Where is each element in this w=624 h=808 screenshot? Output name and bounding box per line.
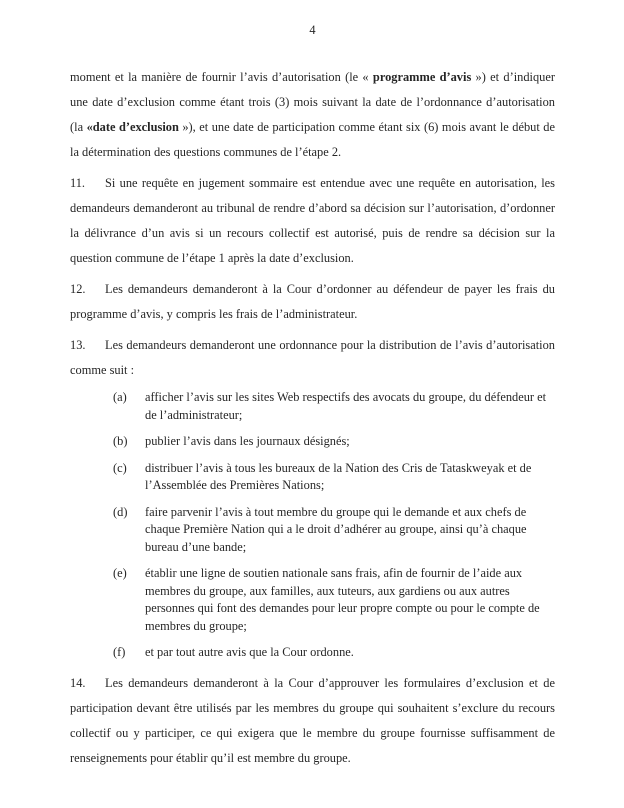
final-paragraph — [70, 671, 555, 771]
subclause-text: et par tout autre avis que la Cour ordonne. — [145, 645, 354, 659]
text-run: ») et d’indiquer une date d’exclusion comme étant trois (3) mois suivant la date de l’ordonnance d’autorisation (la — [70, 70, 556, 134]
subclause-letter: (d) — [113, 504, 128, 519]
subclause-text: faire parvenir l’avis à tout membre du groupe qui le demande et aux chefs de chaque Première Nation qui a le droit d’adhérer au groupe, ainsi qu’à chaque bureau d’une bande; — [145, 504, 527, 554]
final-paragraph-section — [70, 671, 555, 771]
subclause-letter: (c) — [113, 460, 127, 475]
subclause-list — [113, 389, 555, 662]
numbered-paragraph — [70, 333, 555, 383]
numbered-paragraph — [70, 171, 555, 271]
bold-defined-term: programme d’avis — [372, 70, 472, 84]
subclause-item — [113, 460, 555, 495]
subclause-text: distribuer l’avis à tous les bureaux de la Nation des Cris de Tataskweyak et de l’Assemblée des Premières Nations; — [145, 460, 532, 492]
bold-defined-term: «date d’exclusion — [86, 120, 179, 134]
subclause-item — [113, 504, 555, 557]
paragraph-text: Les demandeurs demanderont à la Cour d’approuver les formulaires d’exclusion et de participation devant être utilisés par les membres du groupe qui souhaitent s’exclure du recours collectif ou y participer, ce qui exigera que le membre du groupe fournisse suffisamment de renseignements pour établir qu’il est membre du groupe. — [70, 675, 555, 765]
subclause-item — [113, 565, 555, 635]
intro-paragraph — [70, 65, 555, 165]
subclause-letter: (b) — [113, 434, 128, 448]
text-run: moment et la manière de fournir l’avis d’autorisation (le « — [70, 70, 373, 84]
text-run: »), et une date de participation comme étant six (6) mois avant le début de la détermination des questions communes de l’étape 2. — [70, 120, 555, 159]
paragraph-text: Les demandeurs demanderont à la Cour d’ordonner au défendeur de payer les frais du programme d’avis, y compris les frais de l’administrateur. — [70, 282, 555, 321]
subclause-item — [113, 644, 555, 662]
paragraph-number: 13. — [70, 338, 86, 352]
subclause-text: publier l’avis dans les journaux désignés; — [145, 434, 350, 448]
subclause-letter: (f) — [113, 645, 126, 659]
subclause-text: établir une ligne de soutien nationale sans frais, afin de fournir de l’aide aux membres du groupe, aux familles, aux tuteurs, aux gardiens ou aux autres personnes qui font des demandes pour leur propre compte ou pour le compte de membres du groupe; — [145, 566, 540, 633]
paragraph-text: Les demandeurs demanderont une ordonnance pour la distribution de l’avis d’autorisation comme suit : — [70, 338, 555, 377]
paragraph-number: 14. — [70, 675, 86, 690]
page-number: 4 — [309, 23, 316, 37]
numbered-paragraph — [70, 277, 555, 327]
paragraph-text: Si une requête en jugement sommaire est entendue avec une requête en autorisation, les demandeurs demanderont au tribunal de rendre d’abord sa décision sur l’autorisation, d’ordonner la délivrance d’un avis si un recours collectif est autorisé, puis de rendre sa décision sur la question commune de l’étape 1 après la date d’exclusion. — [70, 176, 555, 265]
numbered-paragraphs-section — [70, 171, 555, 383]
subclause-letter: (e) — [113, 566, 127, 580]
paragraph-number: 11. — [70, 176, 86, 190]
subclause-text: afficher l’avis sur les sites Web respectifs des avocats du groupe, du défendeur et de l’administrateur; — [145, 390, 547, 422]
paragraph-number: 12. — [70, 282, 86, 296]
subclause-item — [113, 433, 555, 451]
subclause-letter: (a) — [113, 390, 127, 404]
subclause-item — [113, 389, 555, 424]
